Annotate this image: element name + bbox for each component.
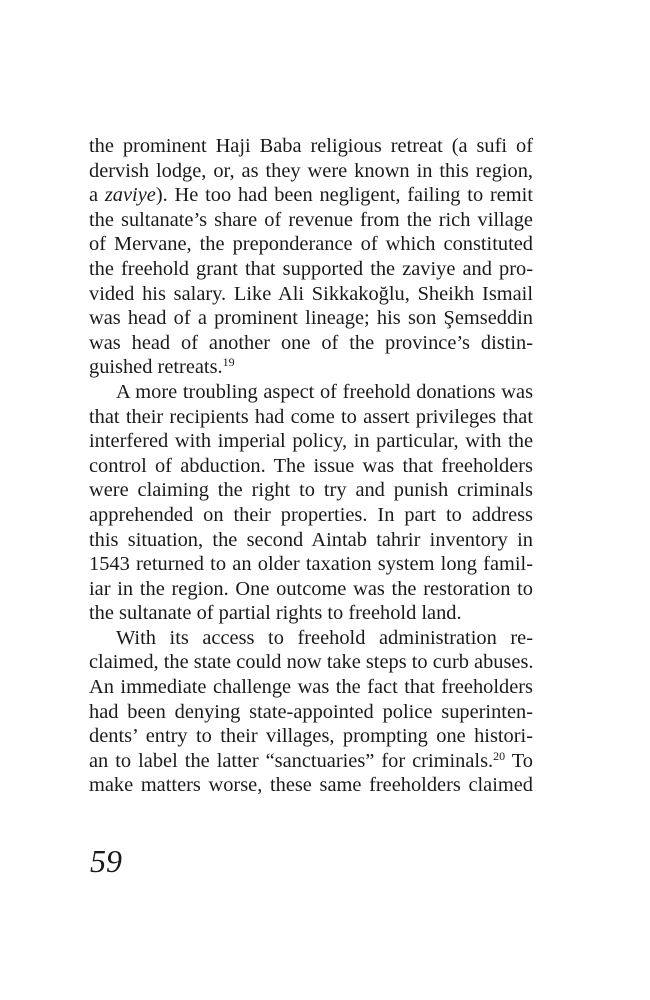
text-line: control of abduction. The issue was that freeholders bbox=[89, 454, 533, 477]
text-line: was head of another one of the province’s distin- bbox=[89, 331, 533, 354]
text-line: apprehended on their properties. In part to address bbox=[89, 503, 533, 526]
text-line: An immediate challenge was the fact that freeholders bbox=[89, 676, 533, 699]
text-line: interfered with imperial policy, in particular, with the bbox=[89, 430, 533, 453]
text-line: had been denying state-appointed police superinten- bbox=[89, 700, 533, 723]
text-line: dervish lodge, or, as they were known in this region, bbox=[89, 159, 533, 182]
text-line: the sultanate of partial rights to freehold land. bbox=[89, 602, 462, 625]
text-line: the prominent Haji Baba religious retreat (a sufi of bbox=[89, 135, 533, 157]
text-line: vided his salary. Like Ali Sikkakoğlu, Sheikh Ismail bbox=[89, 282, 533, 305]
footnote-ref[interactable]: 19 bbox=[222, 355, 235, 370]
italic-term: zaviye bbox=[104, 184, 156, 207]
text-line: were claiming the right to try and punish criminals bbox=[89, 479, 533, 502]
footnote-ref[interactable]: 20 bbox=[493, 748, 506, 763]
text-line: of Mervane, the preponderance of which constituted bbox=[89, 233, 533, 256]
paragraph-1 bbox=[89, 134, 533, 380]
text-fragment: an to label the latter “sanctuaries” for criminals. bbox=[89, 749, 494, 772]
text-line: claimed, the state could now take steps to curb abuses. bbox=[89, 651, 534, 674]
text-line: was head of a prominent lineage; his son Şemseddin bbox=[89, 307, 533, 330]
text-line: A more troubling aspect of freehold donations was bbox=[116, 380, 533, 403]
text-line: With its access to freehold administration re- bbox=[116, 626, 533, 649]
paragraph-2 bbox=[89, 380, 533, 626]
text-line: make matters worse, these same freeholders claimed bbox=[89, 774, 533, 797]
page-number: 59 bbox=[90, 843, 122, 879]
paragraph-3 bbox=[89, 626, 533, 798]
text-fragment: guished retreats. bbox=[89, 356, 223, 379]
text-fragment: a bbox=[89, 184, 105, 207]
text-line: 1543 returned to an older taxation system long famil- bbox=[89, 553, 533, 576]
text-fragment: ). He too had been negligent, failing to remit bbox=[155, 184, 533, 207]
text-line bbox=[89, 183, 533, 208]
text-line: dents’ entry to their villages, prompting one histori- bbox=[89, 725, 533, 748]
text-line bbox=[89, 749, 533, 774]
text-line: the sultanate’s share of revenue from the rich village bbox=[89, 208, 533, 231]
text-line bbox=[89, 355, 533, 380]
text-line: iar in the region. One outcome was the restoration to bbox=[89, 577, 533, 600]
text-fragment: To bbox=[505, 749, 533, 772]
text-line: this situation, the second Aintab tahrir inventory in bbox=[89, 528, 533, 551]
text-line: that their recipients had come to assert privileges that bbox=[89, 405, 533, 428]
body-text bbox=[89, 134, 533, 798]
text-line: the freehold grant that supported the zaviye and pro- bbox=[89, 257, 533, 280]
